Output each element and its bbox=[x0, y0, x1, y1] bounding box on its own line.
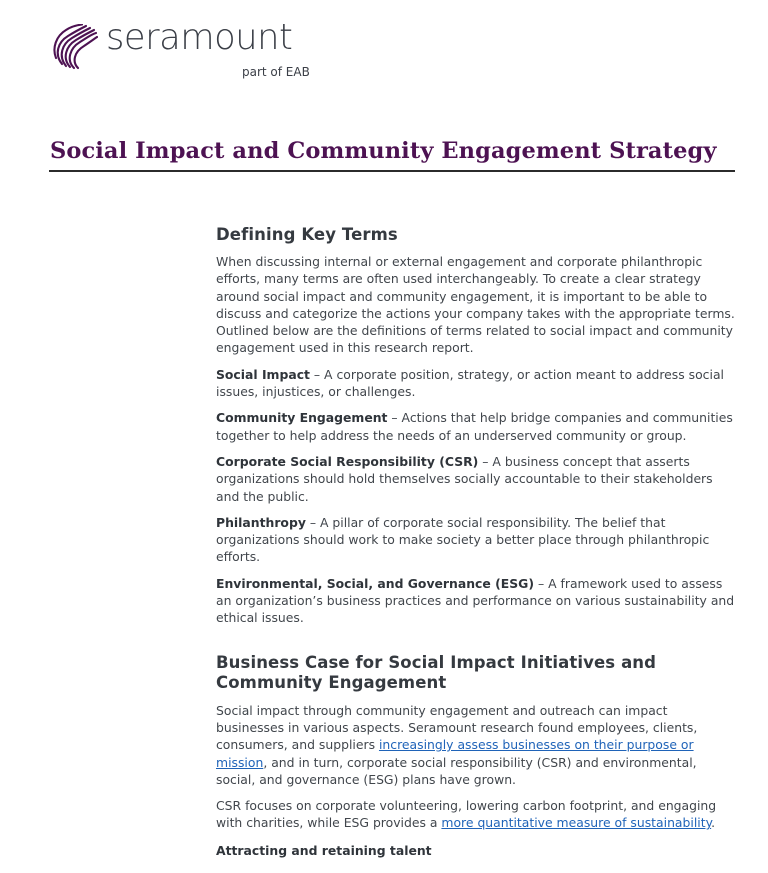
term-esg bbox=[216, 575, 738, 627]
paragraph-text: , and in turn, corporate social responsibility (CSR) and environmental, social, and governance (ESG) plans have grown. bbox=[216, 754, 697, 787]
term-name: Philanthropy bbox=[216, 514, 306, 530]
brand-tagline: part of EAB bbox=[242, 65, 310, 79]
term-name: Social Impact bbox=[216, 366, 310, 382]
term-definition: – Actions that help bridge companies and communities together to help address the needs of an underserved community or group. bbox=[216, 410, 733, 443]
term-name: Environmental, Social, and Governance (ESG) bbox=[216, 575, 534, 591]
term-community-engagement bbox=[216, 409, 738, 444]
page-title: Social Impact and Community Engagement Strategy bbox=[50, 138, 717, 164]
sustainability-measure-link[interactable]: more quantitative measure of sustainability bbox=[441, 815, 712, 831]
term-definition: – A framework used to assess an organization’s business practices and performance on various sustainability and ethical issues. bbox=[216, 575, 735, 626]
business-case-paragraph-1 bbox=[216, 702, 738, 788]
term-name: Community Engagement bbox=[216, 410, 388, 426]
term-philanthropy bbox=[216, 514, 738, 566]
section-heading-key-terms: Defining Key Terms bbox=[216, 225, 398, 244]
paragraph-text: . bbox=[711, 815, 716, 831]
term-definition: – A corporate position, strategy, or action meant to address social issues, injustices, or challenges. bbox=[216, 366, 724, 400]
term-definition: – A business concept that asserts organizations should hold themselves socially accountable to their stakeholders and the public. bbox=[216, 453, 713, 504]
purpose-mission-link[interactable]: increasingly assess businesses on their purpose or mission bbox=[216, 737, 694, 770]
term-name: Corporate Social Responsibility (CSR) bbox=[216, 453, 479, 469]
term-definition: – A pillar of corporate social responsibility. The belief that organizations should work to make society a better place through philanthropic efforts. bbox=[216, 514, 710, 565]
main-content bbox=[216, 225, 738, 859]
paragraph-text: Social impact through community engagement and outreach can impact businesses in various aspects. Seramount research found employees, clients, consumers, and suppliers bbox=[216, 702, 698, 753]
business-case-paragraph-2 bbox=[216, 797, 738, 832]
subheading-attracting-talent: Attracting and retaining talent bbox=[216, 842, 432, 858]
title-divider bbox=[49, 170, 735, 172]
term-social-impact bbox=[216, 366, 738, 401]
seramount-swirl-icon bbox=[52, 24, 98, 70]
paragraph-text: CSR focuses on corporate volunteering, lowering carbon footprint, and engaging with charities, while ESG provides a bbox=[216, 798, 717, 831]
key-terms-intro: When discussing internal or external engagement and corporate philanthropic efforts, many terms are often used interchangeably. To create a clear strategy around social impact and community engagement, it is important to be able to discuss and categorize the actions your company takes with the appropriate terms. Outlined below are the definitions of terms related to social impact and community engagement used in this research report. bbox=[216, 254, 735, 356]
term-csr bbox=[216, 453, 738, 505]
seramount-logo bbox=[52, 17, 352, 84]
brand-wordmark: seramount bbox=[106, 17, 293, 58]
section-heading-business-case: Business Case for Social Impact Initiatives and Community Engagement bbox=[216, 652, 657, 692]
